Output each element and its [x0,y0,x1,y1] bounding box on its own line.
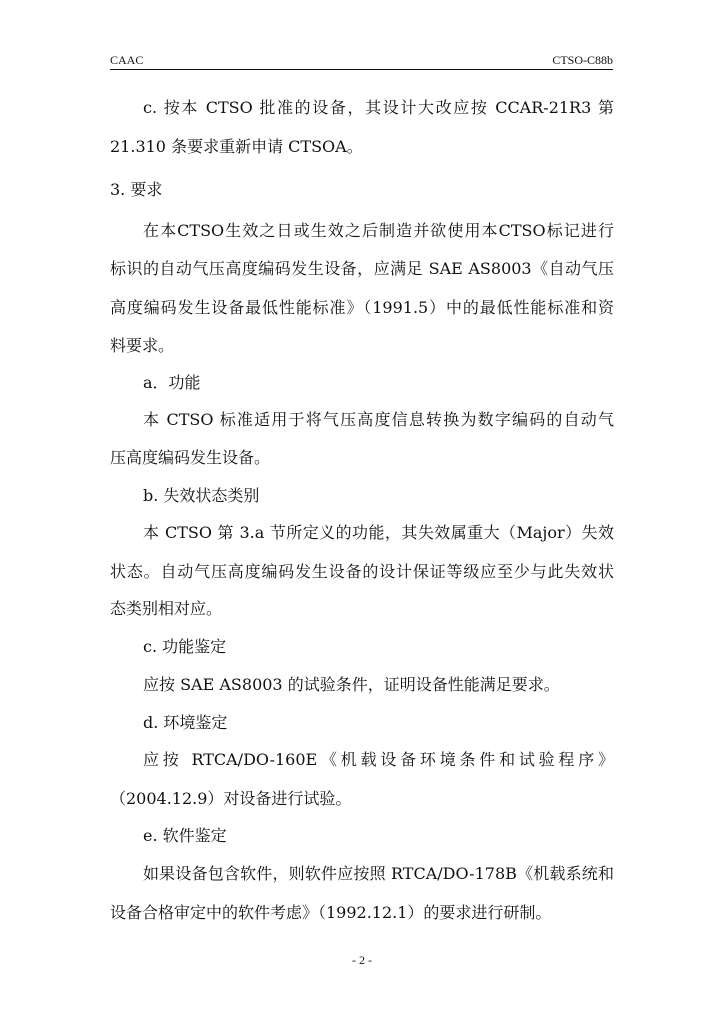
body-line: 高度编码发生设备最低性能标准》（1991.5）中的最低性能标准和资 [110,298,614,317]
body-line: 在本CTSO生效之日或生效之后制造并欲使用本CTSO标记进行 [143,221,614,240]
body-line: 状态。自动气压高度编码发生设备的设计保证等级应至少与此失效状 [110,562,614,581]
body-line: 应按 SAE AS8003 的试验条件，证明设备性能满足要求。 [143,675,560,694]
subsection-heading: e. 软件鉴定 [143,826,227,845]
body-line: 21.310 条要求重新申请 CTSOA。 [110,137,363,156]
body-line: 设备合格审定中的软件考虑》（1992.12.1）的要求进行研制。 [110,903,552,922]
subsection-heading: b. 失效状态类别 [143,486,260,505]
page-header [110,52,613,68]
body-line: 应按 RTCA/DO-160E《机载设备环境条件和试验程序》 [143,750,614,769]
body-line: 本 CTSO 第 3.a 节所定义的功能，其失效属重大（Major）失效 [143,523,614,542]
subsection-heading: a．功能 [143,373,201,392]
body-line: 本 CTSO 标准适用于将气压高度信息转换为数字编码的自动气 [143,410,614,429]
subsection-heading: c. 功能鉴定 [143,637,227,656]
header-document-number: CTSO-C88b [552,53,613,67]
header-left-label: CAAC [110,53,144,67]
body-line: 料要求。 [110,336,175,355]
body-line: 压高度编码发生设备。 [110,448,271,467]
header-divider [110,69,613,70]
section-heading: 3. 要求 [110,180,163,199]
body-line: 态类别相对应。 [110,599,223,618]
body-line: （2004.12.9）对设备进行试验。 [110,789,352,808]
body-line: 如果设备包含软件，则软件应按照 RTCA/DO-178B《机载系统和 [143,864,614,883]
subsection-heading: d. 环境鉴定 [143,713,228,732]
page-number: - 2 - [352,953,372,967]
body-line: c. 按本 CTSO 批准的设备，其设计大改应按 CCAR-21R3 第 [143,98,614,117]
body-line: 标识的自动气压高度编码发生设备，应满足 SAE AS8003《自动气压 [110,259,614,278]
